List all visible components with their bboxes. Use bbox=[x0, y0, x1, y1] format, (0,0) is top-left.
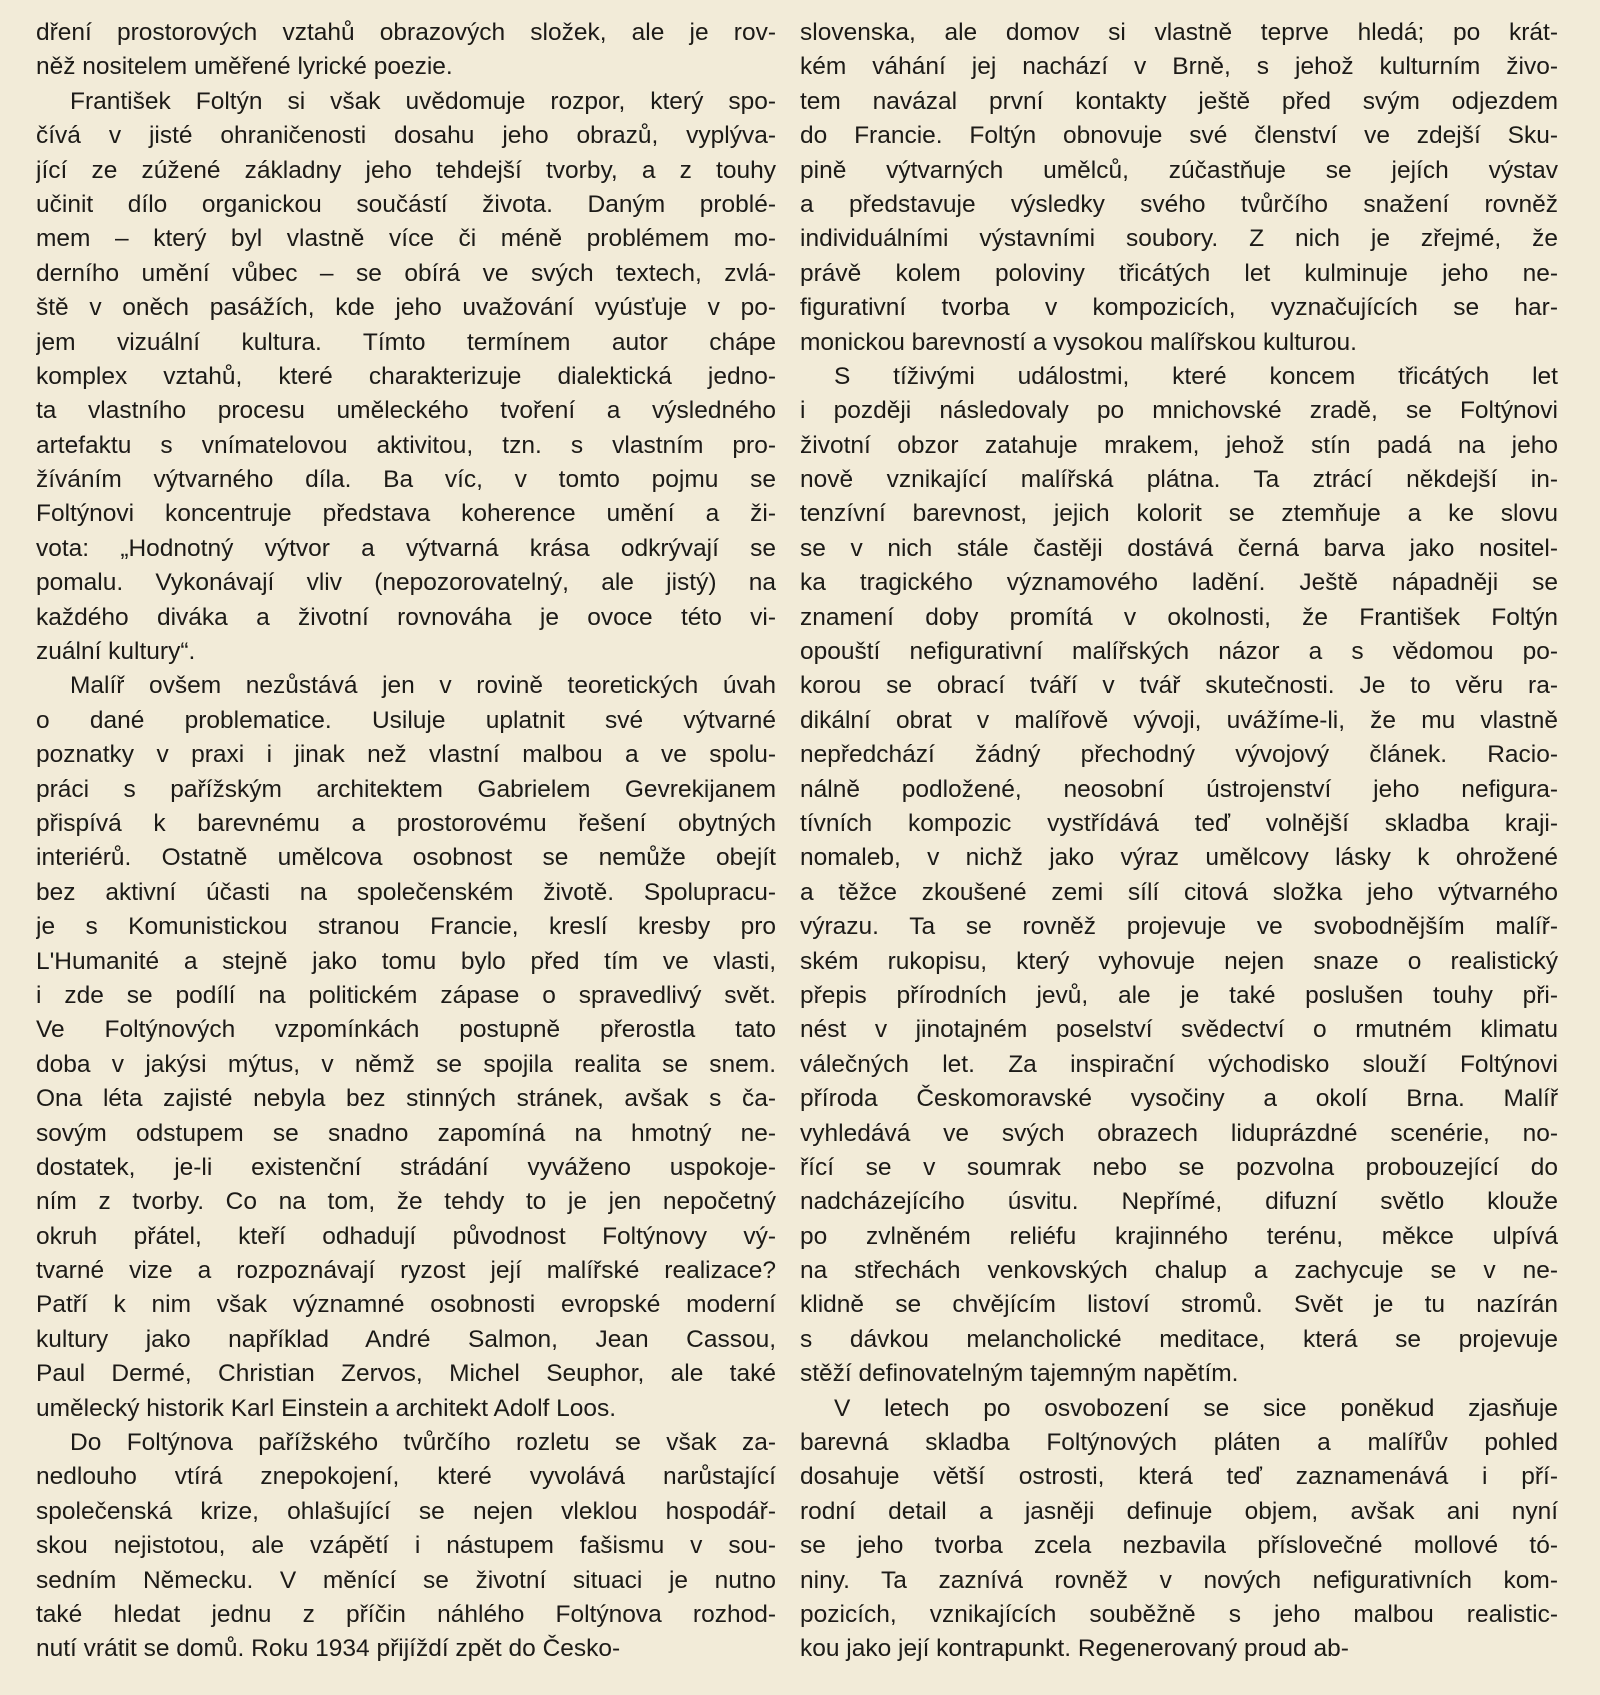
text-line: nést v jinotajném poselství svědectví o rmutném klimatu bbox=[800, 1016, 1558, 1044]
text-line: L'Humanité a stejně jako tomu bylo před tím ve vlasti, bbox=[36, 947, 776, 975]
text-line: Ona léta zajisté nebyla bez stinných stránek, avšak s ča- bbox=[36, 1085, 776, 1113]
text-line: poznatky v praxi i jinak než vlastní malbou a ve spolu- bbox=[36, 741, 776, 769]
text-line: František Foltýn si však uvědomuje rozpor, který spo- bbox=[70, 87, 776, 115]
text-line: něž nositelem uměřené lyrické poezie. bbox=[36, 53, 453, 81]
text-line: válečných let. Za inspirační východisko slouží Foltýnovi bbox=[800, 1050, 1558, 1078]
text-line: doba v jakýsi mýtus, v němž se spojila realita se snem. bbox=[36, 1050, 776, 1078]
text-line: se v nich stále častěji dostává černá barva jako nositel- bbox=[800, 534, 1558, 562]
text-line: slovenska, ale domov si vlastně teprve hledá; po krát- bbox=[800, 19, 1558, 46]
text-line: dření prostorových vztahů obrazových složek, ale je rov- bbox=[36, 19, 776, 46]
right-column bbox=[800, 16, 1558, 1667]
text-line: nomaleb, v nichž jako výraz umělcovy lásky k ohrožené bbox=[800, 844, 1558, 872]
paragraph bbox=[800, 360, 1558, 1392]
text-line: a představuje výsledky svého tvůrčího snažení rovněž bbox=[800, 190, 1558, 218]
text-line: sedním Německu. V měnící se životní situaci je nutno bbox=[36, 1566, 776, 1594]
text-line: čívá v jisté ohraničenosti dosahu jeho obrazů, vyplýva- bbox=[36, 122, 776, 150]
text-line: výrazu. Ta se rovněž projevuje ve svobodnějším malíř- bbox=[800, 913, 1558, 941]
text-line: do Francie. Foltýn obnovuje své členství ve zdejší Sku- bbox=[800, 122, 1558, 150]
text-line: se jeho tvorba zcela nezbavila příslovečné mollové tó- bbox=[800, 1532, 1558, 1560]
text-line: bez aktivní účasti na společenském životě. Spolupracu- bbox=[36, 878, 776, 906]
text-line: individuálními výstavními soubory. Z nich je zřejmé, že bbox=[800, 225, 1558, 253]
text-line: přepis přírodních jevů, ale je také poslušen touhy při- bbox=[800, 981, 1558, 1009]
text-line: sovým odstupem se snadno zapomíná na hmotný ne- bbox=[36, 1119, 776, 1147]
paragraph bbox=[800, 1392, 1558, 1667]
text-line: právě kolem poloviny třicátých let kulminuje jeho ne- bbox=[800, 259, 1558, 287]
text-line: Malíř ovšem nezůstává jen v rovině teoretických úvah bbox=[70, 672, 776, 700]
text-line: opouští nefigurativní malířských názor a s vědomou po- bbox=[800, 638, 1558, 666]
text-line: každého diváka a životní rovnováha je ovoce této vi- bbox=[36, 603, 776, 631]
text-line: ka tragického významového ladění. Ještě nápadněji se bbox=[800, 569, 1558, 597]
text-line: řící se v soumrak nebo se pozvolna probouzející do bbox=[800, 1153, 1558, 1181]
text-line: jící ze zúžené základny jeho tehdejší tvorby, a z touhy bbox=[36, 156, 776, 184]
text-line: tvarné vize a rozpoznávají ryzost její malířské realizace? bbox=[36, 1257, 776, 1285]
text-line: rodní detail a jasněji definuje objem, avšak ani nyní bbox=[800, 1497, 1558, 1525]
text-line: pině výtvarných umělců, zúčastňuje se jejích výstav bbox=[800, 156, 1558, 184]
text-line: nově vznikající malířská plátna. Ta ztrácí někdejší in- bbox=[800, 466, 1558, 494]
text-line: Do Foltýnova pařížského tvůrčího rozletu se však za- bbox=[70, 1429, 776, 1457]
text-line: ta vlastního procesu uměleckého tvoření a výsledného bbox=[36, 397, 776, 425]
text-line: Paul Dermé, Christian Zervos, Michel Seuphor, ale také bbox=[36, 1360, 776, 1388]
text-line: kou jako její kontrapunkt. Regenerovaný proud ab- bbox=[800, 1635, 1349, 1663]
text-line: také hledat jednu z příčin náhlého Foltýnova rozhod- bbox=[36, 1600, 776, 1628]
text-line: tem navázal první kontakty ještě před svým odjezdem bbox=[800, 87, 1558, 115]
text-line: dostatek, je-li existenční strádání vyváženo uspokoje- bbox=[36, 1153, 776, 1181]
text-line: životní obzor zatahuje mrakem, jehož stín padá na jeho bbox=[800, 431, 1558, 459]
text-line: po zvlněném reliéfu krajinného terénu, měkce ulpívá bbox=[800, 1222, 1558, 1250]
text-line: artefaktu s vnímatelovou aktivitou, tzn. s vlastním pro- bbox=[36, 431, 776, 459]
paragraph bbox=[36, 16, 776, 85]
text-line: interiérů. Ostatně umělcova osobnost se nemůže obejít bbox=[36, 844, 776, 872]
text-line: pozicích, vznikajících souběžně s jeho malbou realistic- bbox=[800, 1600, 1558, 1628]
text-line: ském rukopisu, který vyhovuje nejen snaze o realistický bbox=[800, 947, 1558, 975]
text-line: stěží definovatelným tajemným napětím. bbox=[800, 1360, 1239, 1388]
text-line: s dávkou melancholické meditace, která se projevuje bbox=[800, 1325, 1558, 1353]
text-line: V letech po osvobození se sice poněkud zjasňuje bbox=[834, 1394, 1558, 1422]
text-line: nadcházejícího úsvitu. Nepřímé, difuzní světlo klouže bbox=[800, 1188, 1558, 1216]
left-column bbox=[36, 16, 776, 1667]
text-line: kém váhání jej nachází v Brně, s jehož kulturním živo- bbox=[800, 53, 1558, 81]
text-line: je s Komunistickou stranou Francie, kreslí kresby pro bbox=[36, 913, 776, 941]
text-line: jem vizuální kultura. Tímto termínem autor chápe bbox=[36, 328, 776, 356]
text-line: figurativní tvorba v kompozicích, vyznačujících se har- bbox=[800, 294, 1558, 322]
text-line: Patří k nim však významné osobnosti evropské moderní bbox=[36, 1291, 776, 1319]
text-line: i zde se podílí na politickém zápase o spravedlivý svět. bbox=[36, 981, 776, 1009]
text-line: vota: „Hodnotný výtvor a výtvarná krása odkrývají se bbox=[36, 534, 776, 562]
text-line: příroda Českomoravské vysočiny a okolí Brna. Malíř bbox=[800, 1085, 1558, 1113]
text-line: S tíživými událostmi, které koncem třicátých let bbox=[834, 362, 1558, 390]
paragraph bbox=[36, 85, 776, 670]
text-line: pomalu. Vykonávají vliv (nepozorovatelný, ale jistý) na bbox=[36, 569, 776, 597]
text-line: barevná skladba Foltýnových pláten a malířův pohled bbox=[800, 1429, 1558, 1457]
text-line: nepředchází žádný přechodný vývojový článek. Racio- bbox=[800, 741, 1558, 769]
text-line: učinit dílo organickou součástí života. Daným problé- bbox=[36, 190, 776, 218]
text-line: i později následovaly po mnichovské zradě, se Foltýnovi bbox=[800, 397, 1558, 425]
text-line: a těžce zkoušené zemi sílí citová složka jeho výtvarného bbox=[800, 878, 1558, 906]
text-line: niny. Ta zaznívá rovněž v nových nefigurativních kom- bbox=[800, 1566, 1558, 1594]
text-line: tenzívní barevnost, jejich kolorit se ztemňuje a ke slovu bbox=[800, 500, 1558, 528]
text-line: derního umění vůbec – se obírá ve svých textech, zvlá- bbox=[36, 259, 776, 287]
text-line: žíváním výtvarného díla. Ba víc, v tomto pojmu se bbox=[36, 466, 776, 494]
text-line: práci s pařížským architektem Gabrielem Gevrekijanem bbox=[36, 775, 776, 803]
text-line: kultury jako například André Salmon, Jean Cassou, bbox=[36, 1325, 776, 1353]
text-line: okruh přátel, kteří odhadují původnost Foltýnovy vý- bbox=[36, 1222, 776, 1250]
text-line: monickou barevností a vysokou malířskou kulturou. bbox=[800, 328, 1357, 356]
text-line: znamení doby promítá v okolnosti, že František Foltýn bbox=[800, 603, 1558, 631]
paragraph bbox=[36, 669, 776, 1426]
text-line: dikální obrat v malířově vývoji, uvážíme-li, že mu vlastně bbox=[800, 706, 1558, 734]
text-line: na střechách venkovských chalup a zachycuje se v ne- bbox=[800, 1257, 1558, 1285]
text-line: společenská krize, ohlašující se nejen vleklou hospodář- bbox=[36, 1497, 776, 1525]
text-line: zuální kultury“. bbox=[36, 638, 196, 666]
text-line: nutí vrátit se domů. Roku 1934 přijíždí zpět do Česko- bbox=[36, 1635, 621, 1663]
text-line: komplex vztahů, které charakterizuje dialektická jedno- bbox=[36, 362, 776, 390]
paragraph bbox=[36, 1426, 776, 1667]
text-line: dosahuje větší ostrosti, která teď zaznamenává i pří- bbox=[800, 1463, 1558, 1491]
text-line: nálně podložené, neosobní ústrojenství jeho nefigura- bbox=[800, 775, 1558, 803]
text-line: přispívá k barevnému a prostorovému řešení obytných bbox=[36, 809, 776, 837]
text-line: korou se obrací tváří v tvář skutečnosti. Je to věru ra- bbox=[800, 672, 1558, 700]
text-line: nedlouho vtírá znepokojení, které vyvolává narůstající bbox=[36, 1463, 776, 1491]
text-line: o dané problematice. Usiluje uplatnit své výtvarné bbox=[36, 706, 776, 734]
text-line: tívních kompozic vystřídává teď volnější skladba kraji- bbox=[800, 809, 1558, 837]
text-line: ště v oněch pasážích, kde jeho uvažování vyúsťuje v po- bbox=[36, 294, 776, 322]
text-line: umělecký historik Karl Einstein a architekt Adolf Loos. bbox=[36, 1394, 617, 1422]
text-line: mem – který byl vlastně více či méně problémem mo- bbox=[36, 225, 776, 253]
text-line: klidně se chvějícím listoví stromů. Svět je tu nazírán bbox=[800, 1291, 1558, 1319]
text-line: ním z tvorby. Co na tom, že tehdy to je jen nepočetný bbox=[36, 1188, 776, 1216]
text-line: vyhledává ve svých obrazech liduprázdné scenérie, no- bbox=[800, 1119, 1558, 1147]
text-line: skou nejistotou, ale vzápětí i nástupem fašismu v sou- bbox=[36, 1532, 776, 1560]
paragraph bbox=[800, 16, 1558, 360]
text-line: Ve Foltýnových vzpomínkách postupně přerostla tato bbox=[36, 1016, 776, 1044]
text-line: Foltýnovi koncentruje představa koherence umění a ži- bbox=[36, 500, 776, 528]
